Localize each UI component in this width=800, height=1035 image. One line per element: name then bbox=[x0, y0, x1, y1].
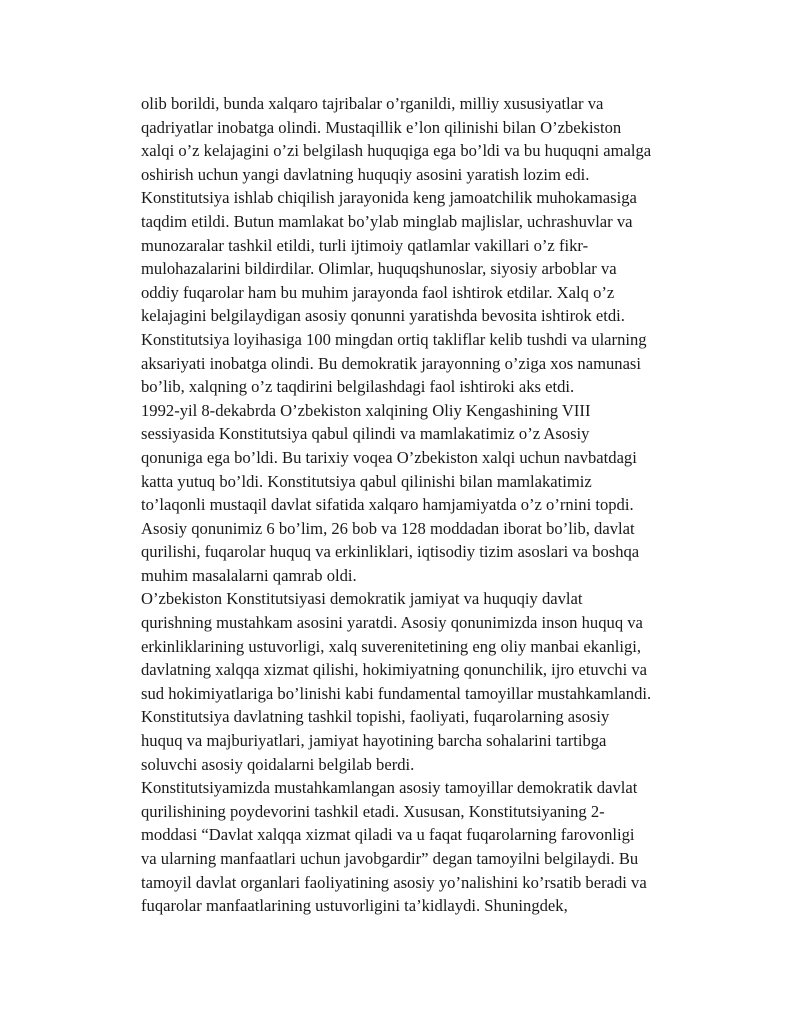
text-line: bo’lib, xalqning o’z taqdirini belgilashdagi faol ishtiroki aks etdi. bbox=[141, 377, 575, 397]
body-text bbox=[141, 92, 721, 918]
text-line: Konstitutsiya davlatning tashkil topishi, faoliyati, fuqarolarning asosiy bbox=[141, 707, 610, 727]
text-line: va ularning manfaatlari uchun javobgardir” degan tamoyilni belgilaydi. Bu bbox=[141, 849, 639, 868]
text-line: muhim masalalarni qamrab oldi. bbox=[141, 565, 357, 585]
text-line: soluvchi asosiy qoidalarni belgilab berdi. bbox=[141, 754, 415, 774]
text-line: mulohazalarini bildirdilar. Olimlar, huquqshunoslar, siyosiy arboblar va bbox=[141, 259, 617, 279]
text-line: O’zbekiston Konstitutsiyasi demokratik jamiyat va huquqiy davlat bbox=[141, 589, 583, 609]
text-line: fuqarolar manfaatlarining ustuvorligini ta’kidlaydi. Shuningdek, bbox=[141, 896, 568, 916]
text-line: oddiy fuqarolar ham bu muhim jarayonda faol ishtirok etdilar. Xalq o’z bbox=[141, 282, 615, 302]
text-line: moddasi “Davlat xalqqa xizmat qiladi va u faqat fuqarolarning farovonligi bbox=[141, 825, 635, 845]
text-line: xalqi o’z kelajagini o’zi belgilash huquqiga ega bo’ldi va bu huquqni amalga bbox=[141, 141, 652, 161]
text-line: Konstitutsiyamizda mustahkamlangan asosiy tamoyillar demokratik davlat bbox=[141, 778, 638, 798]
text-line: qurishning mustahkam asosini yaratdi. Asosiy qonunimizda inson huquq va bbox=[141, 613, 643, 633]
text-line: qurilishining poydevorini tashkil etadi. Xususan, Konstitutsiyaning 2- bbox=[141, 801, 605, 821]
text-line: katta yutuq bo’ldi. Konstitutsiya qabul qilinishi bilan mamlakatimiz bbox=[141, 471, 592, 491]
text-line: Konstitutsiya loyihasiga 100 mingdan ortiq takliflar kelib tushdi va ularning bbox=[141, 329, 647, 349]
text-line: Konstitutsiya ishlab chiqilish jarayonida keng jamoatchilik muhokamasiga bbox=[141, 188, 637, 208]
text-line: munozaralar tashkil etildi, turli ijtimoiy qatlamlar vakillari o’z fikr- bbox=[141, 235, 589, 255]
text-line: aksariyati inobatga olindi. Bu demokratik jarayonning o’ziga xos namunasi bbox=[141, 353, 642, 373]
text-line: qonuniga ega bo’ldi. Bu tarixiy voqea O’zbekiston xalqi uchun navbatdagi bbox=[141, 447, 637, 467]
text-line: kelajagini belgilaydigan asosiy qonunni yaratishda bevosita ishtirok etdi. bbox=[141, 306, 625, 326]
text-line: sessiyasida Konstitutsiya qabul qilindi va mamlakatimiz o’z Asosiy bbox=[141, 424, 590, 444]
text-line: olib borildi, bunda xalqaro tajribalar o’rganildi, milliy xususiyatlar va bbox=[141, 94, 604, 113]
text-line: erkinliklarining ustuvorligi, xalq suverenitetining eng oliy manbai ekanligi, bbox=[141, 636, 642, 656]
text-line: qadriyatlar inobatga olindi. Mustaqillik e’lon qilinishi bilan O’zbekiston bbox=[141, 117, 622, 137]
text-line: davlatning xalqqa xizmat qilishi, hokimiyatning qonunchilik, ijro etuvchi va bbox=[141, 660, 648, 680]
text-line: 1992-yil 8-dekabrda O’zbekiston xalqining Oliy Kengashining VIII bbox=[141, 400, 591, 420]
text-line: qurilishi, fuqarolar huquq va erkinliklari, iqtisodiy tizim asoslari va boshqa bbox=[141, 542, 640, 562]
text-line: sud hokimiyatlariga bo’linishi kabi fundamental tamoyillar mustahkamlandi. bbox=[141, 683, 652, 703]
text-line: taqdim etildi. Butun mamlakat bo’ylab minglab majlislar, uchrashuvlar va bbox=[141, 211, 633, 231]
text-line: oshirish uchun yangi davlatning huquqiy asosini yaratish lozim edi. bbox=[141, 164, 590, 184]
text-line: huquq va majburiyatlari, jamiyat hayotining barcha sohalarini tartibga bbox=[141, 731, 607, 751]
text-line: to’laqonli mustaqil davlat sifatida xalqaro hamjamiyatda o’z o’rnini topdi. bbox=[141, 495, 634, 515]
text-line: Asosiy qonunimiz 6 bo’lim, 26 bob va 128 moddadan iborat bo’lib, davlat bbox=[141, 518, 635, 538]
text-line: tamoyil davlat organlari faoliyatining asosiy yo’nalishini ko’rsatib beradi va bbox=[141, 872, 647, 892]
